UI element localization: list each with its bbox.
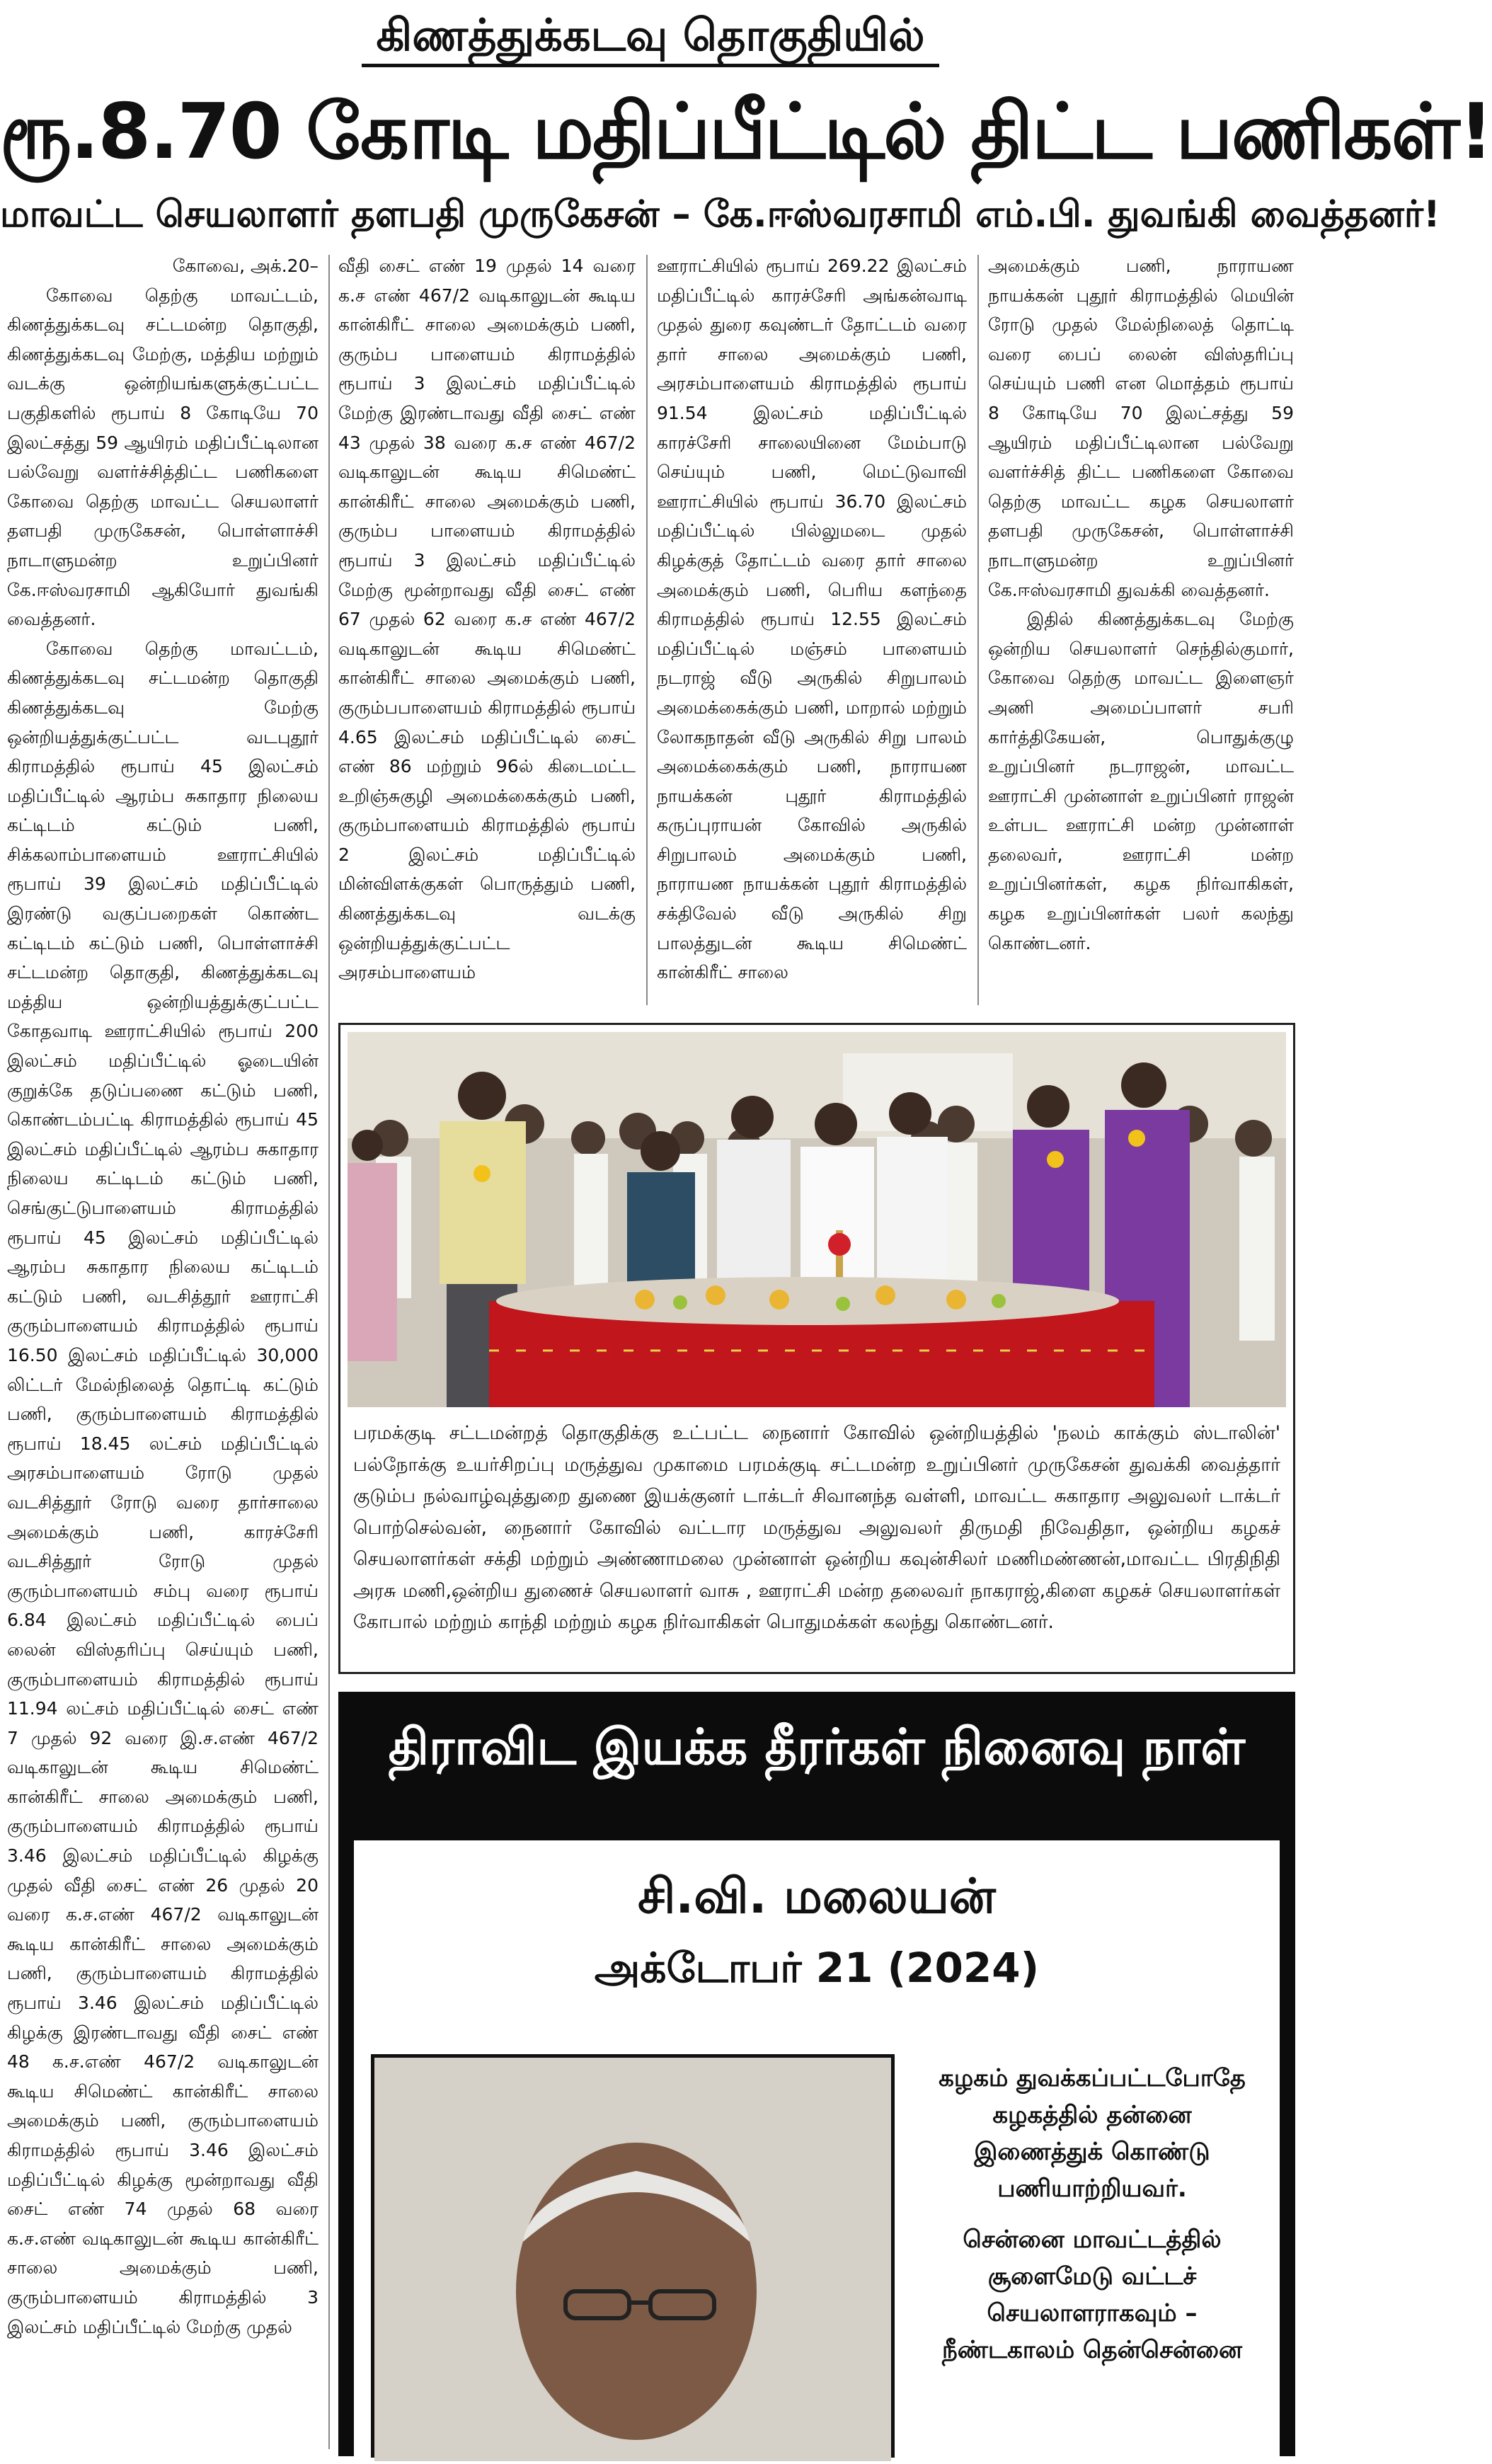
tribute-line: கழகம் துவக்கப்பட்டபோதே கழகத்தில் தன்னை இணைத்துக் கொண்டு பணியாற்றியவர். bbox=[939, 2064, 1246, 2203]
column-divider bbox=[977, 255, 979, 1005]
memorial-tribute bbox=[926, 2060, 1258, 2383]
photo-caption: பரமக்குடி சட்டமன்றத் தொகுதிக்கு உட்பட்ட நைனார் கோவில் ஒன்றியத்தில் 'நலம் காக்கும் ஸ்டாலின்' பல்நோக்கு உயர்சிறப்பு மருத்துவ முகாமை பரமக்குடி சட்டமன்ற உறுப்பினர் முருகேசன் துவக்கி வைத்தார் குடும்ப நல்வாழ்வுத்துறை துணை இயக்குனர் டாக்டர் சிவானந்த வள்ளி, மாவட்ட சுகாதார அலுவலர் டாக்டர் பொற்செல்வன், நைனார் கோவில் வட்டார மருத்துவ அலுவலர் திருமதி நிவேதிதா, ஒன்றிய கழகச் செயலாளர்கள் சக்தி மற்றும் அண்ணாமலை முன்னாள் ஒன்றிய கவுன்சிலர் மணிமண்ணன்,மாவட்ட பிரதிநிதி அரசு மணி,ஒன்றிய துணைச் செயலாளர் வாசு , ஊராட்சி மன்ற தலைவர் நாகராஜ்,கிளை கழகச் செயலாளர்கள் கோபால் மற்றும் காந்தி மற்றும் கழக நிர்வாகிகள் பொதுமக்கள் கலந்து கொண்டனர். bbox=[353, 1422, 1280, 1633]
article-column-2 bbox=[338, 251, 636, 1002]
dateline: கோவை, அக்.20– bbox=[172, 256, 319, 276]
kicker-text: கிணத்துக்கடவு தொகுதியில் bbox=[362, 9, 939, 67]
memorial-date: அக்டோபர் 21 (2024) bbox=[594, 1944, 1040, 1992]
memorial-notice bbox=[338, 1692, 1295, 2456]
portrait-photo bbox=[371, 2054, 895, 2458]
article-column-4 bbox=[988, 251, 1294, 1002]
memorial-banner: திராவிட இயக்க தீரர்கள் நினைவு நாள் bbox=[388, 1718, 1246, 1776]
event-photo bbox=[348, 1032, 1286, 1407]
column-divider bbox=[328, 255, 330, 2449]
article-column-3 bbox=[657, 251, 967, 1002]
memorial-name: சி.வி. மலையன் bbox=[638, 1869, 996, 1925]
column-divider bbox=[646, 255, 648, 1005]
article-paragraph: ஊராட்சியில் ரூபாய் 269.22 இலட்சம் மதிப்பீட்டில் காரச்சேரி அங்கன்வாடி முதல் துரை கவுண்டர் தோட்டம் வரை தார் சாலை அமைக்கும் பணி, அரசம்பாளையம் கிராமத்தில் ரூபாய் 91.54 இலட்சம் மதிப்பீட்டில் காரச்சேரி சாலையினை மேம்பாடு செய்யும் பணி, மெட்டுவாவி ஊராட்சியில் ரூபாய் 36.70 இலட்சம் மதிப்பீட்டில் பில்லுமடை முதல் கிழக்குத் தோட்டம் வரை தார் சாலை அமைக்கும் பணி, பெரிய களந்தை கிராமத்தில் ரூபாய் 12.55 இலட்சம் மதிப்பீட்டில் மஞ்சம் பாளையம் நடராஜ் வீடு அருகில் சிறுபாலம் அமைக்கைக்கும் பணி, மாறால் மற்றும் லோகநாதன் வீடு அருகில் சிறு பாலம் அமைக்கைக்கும் பணி, நாராயண நாயக்கன் புதூர் கிராமத்தில் கருப்புராயன் கோவில் அருகில் சிறுபாலம் அமைக்கும் பணி, நாராயண நாயக்கன் புதூர் கிராமத்தில் சக்திவேல் வீடு அருகில் சிறு பாலத்துடன் கூடிய சிமெண்ட் கான்கிரீட் சாலை bbox=[657, 256, 967, 983]
memorial-body bbox=[354, 1840, 1280, 2456]
article-paragraph: அமைக்கும் பணி, நாராயண நாயக்கன் புதூர் கிராமத்தில் மெயின் ரோடு முதல் மேல்நிலைத் தொட்டி வரை பைப் லைன் விஸ்தரிப்பு செய்யும் பணி என மொத்தம் ரூபாய் 8 கோடியே 70 இலட்சத்து 59 ஆயிரம் மதிப்பீட்டிலான பல்வேறு வளர்ச்சித் திட்ட பணிகளை கோவை தெற்கு மாவட்ட கழக செயலாளர் தளபதி முருகேசன், பொள்ளாச்சி நாடாளுமன்ற உறுப்பினர் கே.ஈஸ்வரசாமி துவக்கி வைத்தனர். bbox=[988, 256, 1294, 600]
article-paragraph: வீதி சைட் எண் 19 முதல் 14 வரை க.ச எண் 467/2 வடிகாலுடன் கூடிய கான்கிரீட் சாலை அமைக்கும் பணி, குரும்ப பாளையம் கிராமத்தில் ரூபாய் 3 இலட்சம் மதிப்பீட்டில் மேற்கு இரண்டாவது வீதி சைட் எண் 43 முதல் 38 வரை க.ச எண் 467/2 வடிகாலுடன் கூடிய சிமெண்ட் கான்கிரீட் சாலை அமைக்கும் பணி, குரும்ப பாளையம் கிராமத்தில் ரூபாய் 3 இலட்சம் மதிப்பீட்டில் மேற்கு மூன்றாவது வீதி சைட் எண் 67 முதல் 62 வரை க.ச எண் 467/2 வடிகாலுடன் கூடிய சிமெண்ட் கான்கிரீட் சாலை அமைக்கும் பணி, குரும்பபாளையம் கிராமத்தில் ரூபாய் 4.65 இலட்சம் மதிப்பீட்டில் சைட் எண் 86 மற்றும் 96ல் கிடைமட்ட உறிஞ்சுகுழி அமைக்கைக்கும் பணி, குரும்பாளையம் கிராமத்தில் ரூபாய் 2 இலட்சம் மதிப்பீட்டில் மின்விளக்குகள் பொருத்தும் பணி, கிணத்துக்கடவு வடக்கு ஒன்றியத்துக்குட்பட்ட அரசம்பாளையம் bbox=[338, 256, 636, 983]
photo-box bbox=[338, 1023, 1295, 1674]
article-paragraph: கோவை தெற்கு மாவட்டம், கிணத்துக்கடவு சட்டமன்ற தொகுதி, கிணத்துக்கடவு மேற்கு, மத்திய மற்றும் வடக்கு ஒன்றியங்களுக்குட்பட்ட பகுதிகளில் ரூபாய் 8 கோடியே 70 இலட்சத்து 59 ஆயிரம் மதிப்பீட்டிலான பல்வேறு வளர்ச்சித்திட்ட பணிகளை கோவை தெற்கு மாவட்ட செயலாளர் தளபதி முருகேசன், பொள்ளாச்சி நாடாளுமன்ற உறுப்பினர் கே.ஈஸ்வரசாமி ஆகியோர் துவங்கி வைத்தனர். bbox=[7, 285, 319, 630]
subheadline: மாவட்ட செயலாளர் தளபதி முருகேசன் – கே.ஈஸ்வரசாமி எம்.பி. துவங்கி வைத்தனர்! bbox=[0, 193, 1440, 236]
article-paragraph: இதில் கிணத்துக்கடவு மேற்கு ஒன்றிய செயலாளர் செந்தில்குமார், கோவை தெற்கு மாவட்ட இளைஞர் அணி அமைப்பாளர் சபரி கார்த்திகேயன், பொதுக்குழு உறுப்பினர் நடராஜன், மாவட்ட ஊராட்சி முன்னாள் உறுப்பினர் ராஜன் உள்பட ஊராட்சி மன்ற முன்னாள் தலைவர், ஊராட்சி மன்ற உறுப்பினர்கள், கழக நிர்வாகிகள், கழக உறுப்பினர்கள் பலர் கலந்து கொண்டனர். bbox=[988, 609, 1294, 953]
kicker-heading bbox=[0, 7, 1301, 64]
event-photo-illustration bbox=[348, 1032, 1286, 1407]
headline: ரூ.8.70 கோடி மதிப்பீட்டில் திட்ட பணிகள்! bbox=[0, 88, 1492, 176]
article-column-1 bbox=[7, 251, 319, 2456]
tribute-line: சென்னை மாவட்டத்தில் சூளைமேடு வட்டச் செயலாளராகவும் – நீண்டகாலம் தென்சென்னை bbox=[941, 2225, 1243, 2364]
article-paragraph: கோவை தெற்கு மாவட்டம், கிணத்துக்கடவு சட்டமன்ற தொகுதி கிணத்துக்கடவு மேற்கு ஒன்றியத்துக்குட்பட்ட வடபுதூர் கிராமத்தில் ரூபாய் 45 இலட்சம் மதிப்பீட்டில் ஆரம்ப சுகாதார நிலைய கட்டிடம் கட்டும் பணி, சிக்கலாம்பாளையம் ஊராட்சியில் ரூபாய் 39 இலட்சம் மதிப்பீட்டில் இரண்டு வகுப்பறைகள் கொண்ட கட்டிடம் கட்டும் பணி, பொள்ளாச்சி சட்டமன்ற தொகுதி, கிணத்துக்கடவு மத்திய ஒன்றியத்துக்குட்பட்ட கோதவாடி ஊராட்சியில் ரூபாய் 200 இலட்சம் மதிப்பீட்டில் ஓடையின் குறுக்கே தடுப்பணை கட்டும் பணி, கொண்டம்பட்டி கிராமத்தில் ரூபாய் 45 இலட்சம் மதிப்பீட்டில் ஆரம்ப சுகாதார நிலைய கட்டிடம் கட்டும் பணி, செங்குட்டுபாளையம் கிராமத்தில் ரூபாய் 45 இலட்சம் மதிப்பீட்டில் ஆரம்ப சுகாதார நிலைய கட்டிடம் கட்டும் பணி, வடசித்தூர் ஊராட்சி குரும்பாளையம் கிராமத்தில் ரூபாய் 16.50 இலட்சம் மதிப்பீட்டில் 30,000 லிட்டர் மேல்நிலைத் தொட்டி கட்டும் பணி, குரும்பாளையம் கிராமத்தில் ரூபாய் 18.45 லட்சம் மதிப்பீட்டில் அரசம்பாளையம் ரோடு முதல் வடசித்தூர் ரோடு வரை தார்சாலை அமைக்கும் பணி, காரச்சேரி வடசித்தூர் ரோடு முதல் குரும்பாளையம் சம்பு வரை ரூபாய் 6.84 இலட்சம் மதிப்பீட்டில் பைப் லைன் விஸ்தரிப்பு செய்யும் பணி, குரும்பாளையம் கிராமத்தில் ரூபாய் 11.94 லட்சம் மதிப்பீட்டில் சைட் எண் 7 முதல் 92 வரை இ.ச.எண் 467/2 வடிகாலுடன் கூடிய சிமெண்ட் கான்கிரீட் சாலை அமைக்கும் பணி, குரும்பாளையம் கிராமத்தில் ரூபாய் 3.46 இலட்சம் மதிப்பீட்டில் கிழக்கு முதல் வீதி சைட் எண் 26 முதல் 20 வரை க.ச.எண் 467/2 வடிகாலுடன் கூடிய கான்கிரீட் சாலை அமைக்கும் பணி, குரும்பாளையம் கிராமத்தில் ரூபாய் 3.46 இலட்சம் மதிப்பீட்டில் கிழக்கு இரண்டாவது வீதி சைட் எண் 48 க.ச.எண் 467/2 வடிகாலுடன் கூடிய சிமெண்ட் கான்கிரீட் சாலை அமைக்கும் பணி, குரும்பாளையம் கிராமத்தில் ரூபாய் 3.46 இலட்சம் மதிப்பீட்டில் கிழக்கு மூன்றாவது வீதி சைட் எண் 74 முதல் 68 வரை க.ச.எண் வடிகாலுடன் கூடிய கான்கிரீட் சாலை அமைக்கும் பணி, குரும்பாளையம் கிராமத்தில் 3 இலட்சம் மதிப்பீட்டில் மேற்கு முதல் bbox=[7, 638, 319, 2337]
portrait-illustration bbox=[374, 2058, 891, 2461]
